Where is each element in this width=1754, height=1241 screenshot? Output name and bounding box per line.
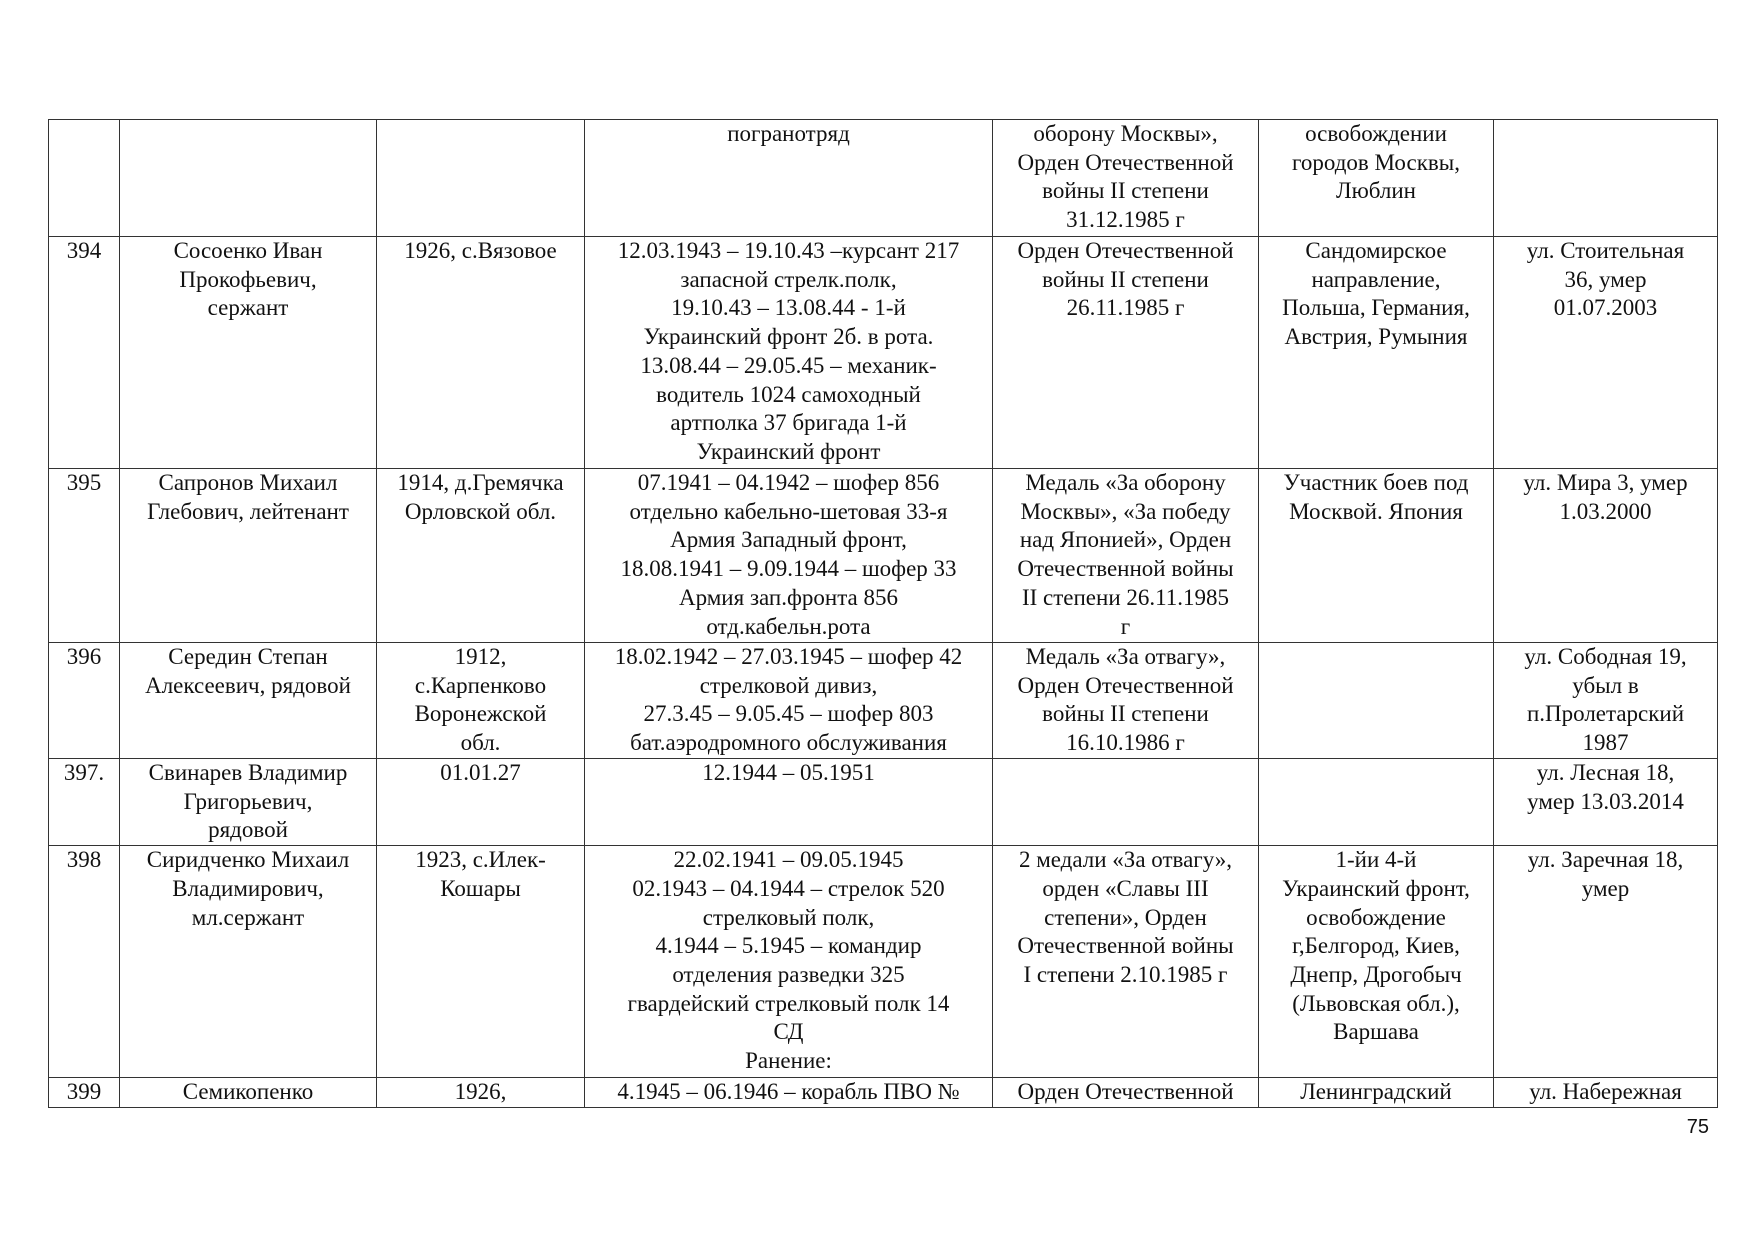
table-row xyxy=(49,1078,1718,1108)
veterans-table xyxy=(48,119,1718,1108)
table-row xyxy=(49,759,1718,846)
cell-name: Сиридченко Михаил Владимирович, мл.сержант xyxy=(120,846,377,1078)
cell-number: 395 xyxy=(49,469,120,643)
cell-birth: 1926, xyxy=(377,1078,585,1108)
cell-service: 22.02.1941 – 09.05.1945 02.1943 – 04.1944 – стрелок 520 стрелковый полк, 4.1944 – 5.1945 – командир отделения разведки 325 гвардейский стрелковый полк 14 СД Ранение: xyxy=(585,846,993,1078)
cell-birth: 1914, д.Гремячка Орловской обл. xyxy=(377,469,585,643)
cell-name xyxy=(120,120,377,237)
cell-address: ул. Лесная 18, умер 13.03.2014 xyxy=(1494,759,1718,846)
cell-address: ул. Мира 3, умер 1.03.2000 xyxy=(1494,469,1718,643)
table-row xyxy=(49,120,1718,237)
cell-battles: Сандомирское направление, Польша, Германия, Австрия, Румыния xyxy=(1259,237,1494,469)
table-row xyxy=(49,469,1718,643)
cell-number: 396 xyxy=(49,643,120,759)
cell-awards xyxy=(993,759,1259,846)
cell-service: погранотряд xyxy=(585,120,993,237)
cell-name: Середин Степан Алексеевич, рядовой xyxy=(120,643,377,759)
cell-address: ул. Заречная 18, умер xyxy=(1494,846,1718,1078)
cell-name: Сосоенко Иван Прокофьевич, сержант xyxy=(120,237,377,469)
cell-birth: 1912, с.Карпенково Воронежской обл. xyxy=(377,643,585,759)
cell-awards: оборону Москвы», Орден Отечественной войны II степени 31.12.1985 г xyxy=(993,120,1259,237)
cell-number: 394 xyxy=(49,237,120,469)
cell-birth xyxy=(377,120,585,237)
cell-awards: Медаль «За оборону Москвы», «За победу над Японией», Орден Отечественной войны II степени 26.11.1985 г xyxy=(993,469,1259,643)
cell-number: 398 xyxy=(49,846,120,1078)
cell-service: 07.1941 – 04.1942 – шофер 856 отдельно кабельно-шетовая 33-я Армия Западный фронт, 18.08.1941 – 9.09.1944 – шофер 33 Армия зап.фронта 856 отд.кабельн.рота xyxy=(585,469,993,643)
cell-awards: Орден Отечественной войны II степени 26.11.1985 г xyxy=(993,237,1259,469)
cell-service: 12.03.1943 – 19.10.43 –курсант 217 запасной стрелк.полк, 19.10.43 – 13.08.44 - 1-й Украинский фронт 2б. в рота. 13.08.44 – 29.05.45 – механик- водитель 1024 самоходный артполка 37 бригада 1-й Украинский фронт xyxy=(585,237,993,469)
cell-number: 399 xyxy=(49,1078,120,1108)
cell-address: ул. Cободная 19, убыл в п.Пролетарский 1987 xyxy=(1494,643,1718,759)
cell-name: Сапронов Михаил Глебович, лейтенант xyxy=(120,469,377,643)
cell-number: 397. xyxy=(49,759,120,846)
cell-awards: Орден Отечественной xyxy=(993,1078,1259,1108)
table-row xyxy=(49,643,1718,759)
table-row xyxy=(49,237,1718,469)
cell-battles: освобождении городов Москвы, Люблин xyxy=(1259,120,1494,237)
cell-birth: 01.01.27 xyxy=(377,759,585,846)
cell-name: Свинарев Владимир Григорьевич, рядовой xyxy=(120,759,377,846)
cell-address: ул. Набережная xyxy=(1494,1078,1718,1108)
cell-battles: 1-йи 4-й Украинский фронт, освобождение г,Белгород, Киев, Днепр, Дрогобыч (Львовская обл.), Варшава xyxy=(1259,846,1494,1078)
cell-service: 12.1944 – 05.1951 xyxy=(585,759,993,846)
cell-service: 4.1945 – 06.1946 – корабль ПВО № xyxy=(585,1078,993,1108)
cell-battles xyxy=(1259,759,1494,846)
cell-battles: Участник боев под Москвой. Япония xyxy=(1259,469,1494,643)
cell-address: ул. Стоительная 36, умер 01.07.2003 xyxy=(1494,237,1718,469)
cell-battles xyxy=(1259,643,1494,759)
table-row xyxy=(49,846,1718,1078)
cell-number xyxy=(49,120,120,237)
cell-awards: Медаль «За отвагу», Орден Отечественной войны II степени 16.10.1986 г xyxy=(993,643,1259,759)
cell-address xyxy=(1494,120,1718,237)
cell-service: 18.02.1942 – 27.03.1945 – шофер 42 стрелковой дивиз, 27.3.45 – 9.05.45 – шофер 803 бат.аэродромного обслуживания xyxy=(585,643,993,759)
cell-name: Семикопенко xyxy=(120,1078,377,1108)
page-number: 75 xyxy=(1686,1116,1709,1138)
cell-awards: 2 медали «За отвагу», орден «Славы III степени», Орден Отечественной войны I степени 2.10.1985 г xyxy=(993,846,1259,1078)
cell-birth: 1926, с.Вязовое xyxy=(377,237,585,469)
cell-birth: 1923, с.Илек- Кошары xyxy=(377,846,585,1078)
cell-battles: Ленинградский xyxy=(1259,1078,1494,1108)
